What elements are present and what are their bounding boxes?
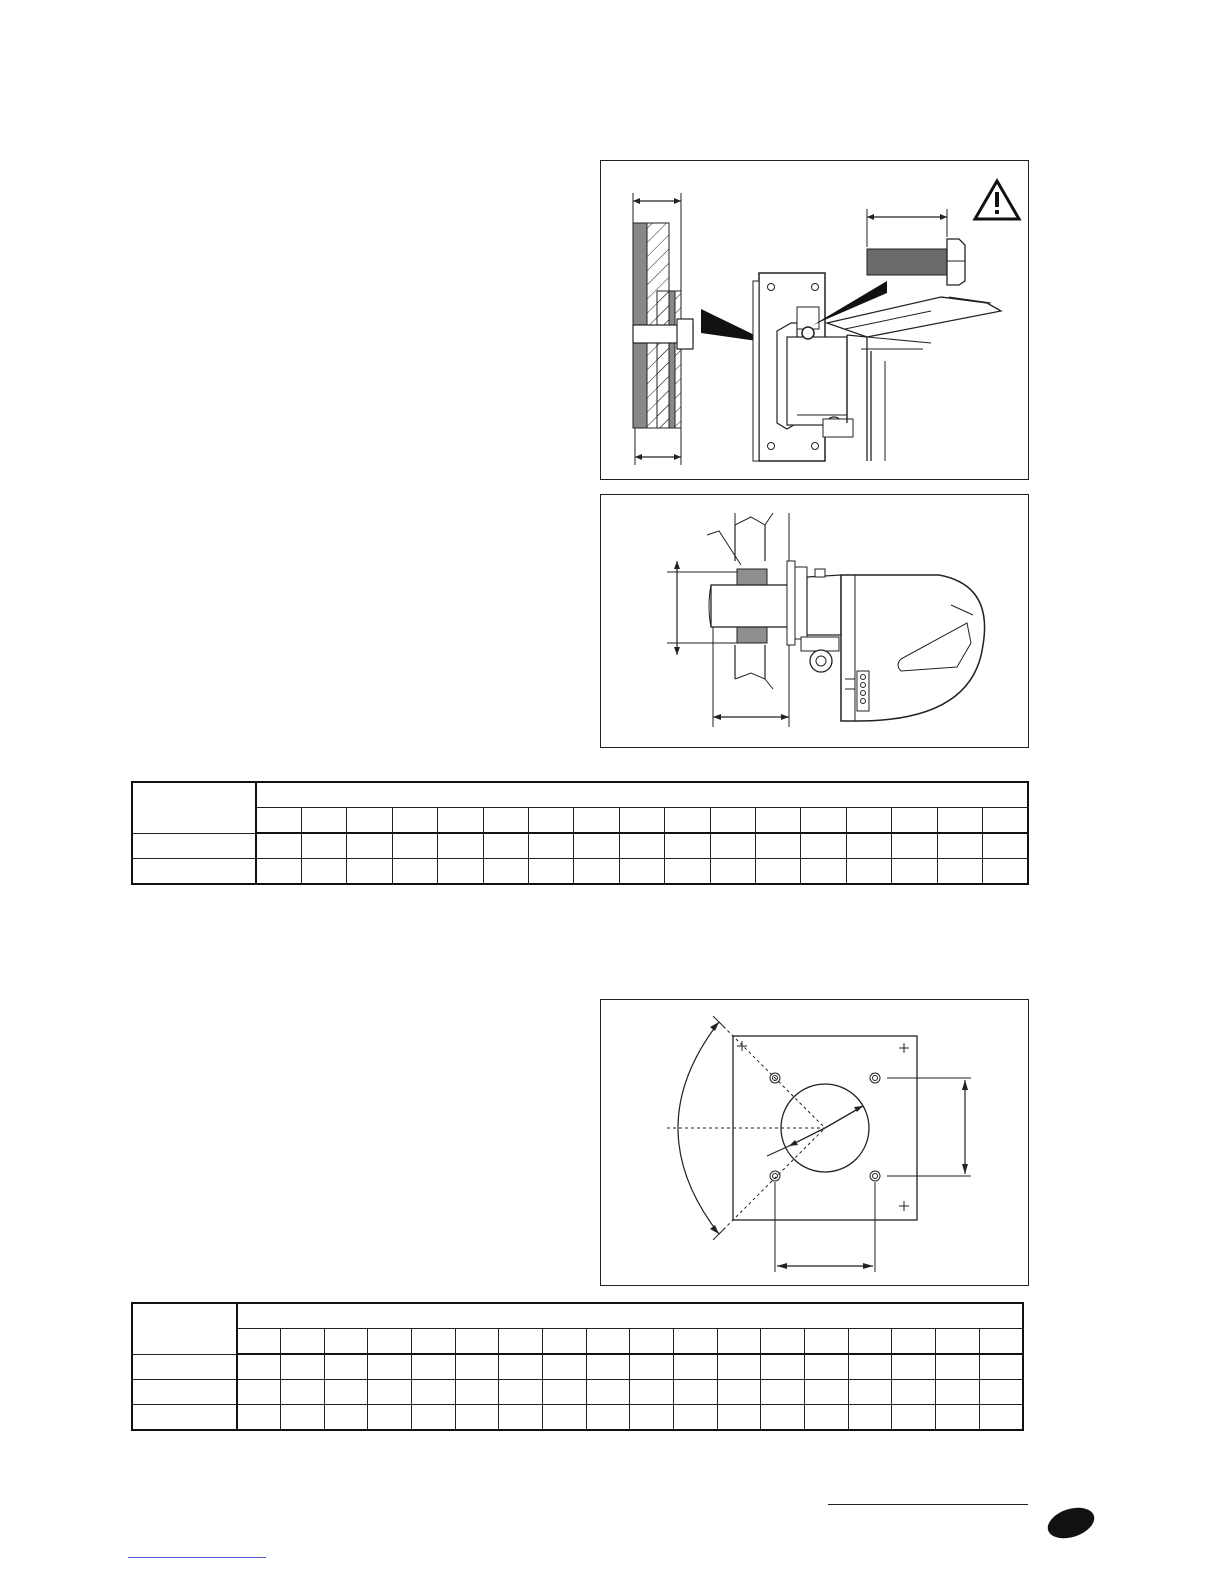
burner-side-view-drawing <box>601 495 1030 749</box>
table-row <box>132 859 1028 885</box>
table-subheader-row <box>132 808 1028 834</box>
warning-triangle-icon <box>975 181 1019 219</box>
table-row <box>132 1354 1023 1380</box>
table-corner-cell <box>132 782 256 833</box>
burner-flange-drawing <box>601 161 1030 481</box>
table-group-header <box>237 1303 1023 1329</box>
drilling-template-drawing <box>601 1000 1030 1287</box>
table-group-header <box>256 782 1028 808</box>
figure-burner-side-view <box>600 494 1029 748</box>
dimensions-table-2 <box>131 1302 1024 1431</box>
table-corner-cell <box>132 1303 237 1354</box>
table-row <box>132 833 1028 859</box>
dimensions-table-1 <box>131 781 1029 885</box>
table-row <box>132 1405 1023 1431</box>
footer-rule <box>828 1504 1028 1505</box>
page-number-tab <box>1046 1506 1096 1540</box>
figure-burner-flange-mounting <box>600 160 1029 480</box>
table-header-row <box>132 1303 1023 1329</box>
figure-drilling-template <box>600 999 1029 1286</box>
link-underline[interactable] <box>128 1557 266 1558</box>
table-header-row <box>132 782 1028 808</box>
table-subheader-row <box>132 1329 1023 1355</box>
table-row <box>132 1380 1023 1405</box>
